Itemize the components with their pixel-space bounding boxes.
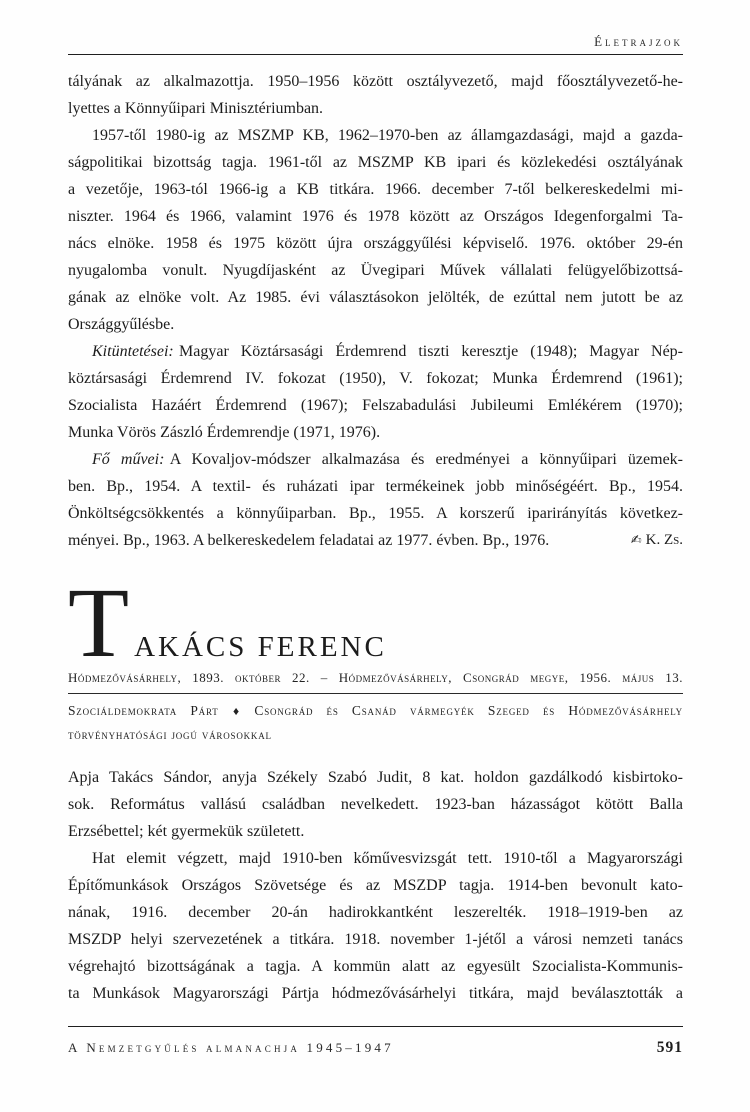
text-line: Apja Takács Sándor, anyja Székely Szabó Judit, 8 kat. holdon gazdálkodó kisbirtoko-: [68, 769, 683, 786]
text-line: Erzsébettel; két gyermekük született.: [68, 823, 305, 840]
affiliation-block: [68, 699, 683, 747]
text-line: nács elnöke. 1958 és 1975 között újra országgyűlési képviselő. 1976. október 29-én: [68, 235, 683, 252]
drop-cap-initial: T: [68, 567, 130, 678]
text-line: végrehajtó bizottságának a tagja. A kommün alatt az egyesült Szocialista-Kommunis-: [68, 958, 683, 975]
affiliation-line: törvényhatósági jogú városokkal: [68, 727, 272, 742]
diamond-separator-icon: ♦: [223, 704, 249, 718]
text-line: lyettes a Könnyűipari Minisztériumban.: [68, 100, 324, 117]
text-line: sok. Református vallású családban nevelkedett. 1923-ban házasságot kötött Balla: [68, 796, 683, 813]
text-line: gának az elnöke volt. Az 1985. évi választásokon jelölték, de ezúttal nem jutott be az: [68, 289, 683, 306]
text-line: 1957-től 1980-ig az MSZMP KB, 1962–1970-ben az államgazdasági, majd a gazda-: [92, 127, 683, 144]
constituency: Csongrád és Csanád vármegyék Szeged és Hódmezővásárhely: [254, 703, 683, 718]
text-line: [68, 338, 683, 365]
awards-label: Kitüntetései:: [92, 343, 174, 360]
text-line: MSZDP helyi szervezetének a titkára. 1918. november 1-jétől a városi nemzeti tanács: [68, 931, 683, 948]
entry-body: [68, 764, 683, 1007]
entry-name-rest: AKÁCS FERENC: [134, 631, 387, 663]
paragraph: [68, 764, 683, 845]
text-line: tályának az alkalmazottja. 1950–1956 között osztályvezető, majd főosztályvezető-he-: [68, 73, 683, 90]
footer-rule: [68, 1026, 683, 1027]
writing-hand-icon: ✍: [630, 533, 642, 548]
text-line: [68, 527, 683, 554]
text-line: [68, 446, 683, 473]
page-content: [68, 0, 683, 1007]
paragraph: [68, 68, 683, 122]
book-title: A Nemzetgyűlés almanachja 1945–1947: [68, 1040, 394, 1055]
party-name: Szociáldemokrata Párt: [68, 703, 219, 718]
paragraph-awards: [68, 338, 683, 446]
text-run: A Kovaljov-módszer alkalmazása és eredményei a könnyűipari üzemek-: [169, 451, 683, 468]
text-run: ményei. Bp., 1963. A belkereskedelem feladatai az 1977. évben. Bp., 1976.: [68, 532, 550, 549]
text-line: ben. Bp., 1954. A textil- és ruházati ipar termékeinek jobb minőségéért. Bp., 1954.: [68, 478, 683, 495]
life-dates-line: Hódmezővásárhely, 1893. október 22. – Hódmezővásárhely, Csongrád megye, 1956. május 13.: [68, 670, 683, 685]
text-line: Országgyűlésbe.: [68, 316, 175, 333]
text-line: ságpolitikai bizottság tagja. 1961-től az MSZMP KB ipari és közlekedési osztályának: [68, 154, 683, 171]
biography-entry: [68, 567, 683, 1007]
affiliation-line: [68, 699, 683, 723]
entry-rule: [68, 693, 683, 694]
text-line: Önköltségcsökkentés a könnyűiparban. Bp., 1955. A korszerű iparirányítás következ-: [68, 505, 683, 522]
running-title: Életrajzok: [594, 34, 683, 49]
footer-row: [68, 1039, 683, 1057]
text-line: Hat elemit végzett, majd 1910-ben kőművesvizsgát tett. 1910-től a Magyarországi: [92, 850, 683, 867]
signature-initials: K. Zs.: [645, 532, 683, 548]
text-line: a vezetője, 1963-tól 1966-ig a KB titkára. 1966. december 7-től belkereskedelmi mi-: [68, 181, 683, 198]
text-run: Magyar Köztársasági Érdemrend tiszti keresztje (1948); Magyar Nép-: [179, 343, 683, 360]
paragraph: [68, 122, 683, 338]
text-line: ta Munkások Magyarországi Pártja hódmezővásárhelyi titkára, majd beválasztották a: [68, 985, 683, 1002]
page-number: 591: [656, 1039, 683, 1056]
text-line: niszter. 1964 és 1966, valamint 1976 és 1978 között az Országos Idegenforgalmi Ta-: [68, 208, 683, 225]
text-line: nának, 1916. december 20-án hadirokkantként leszerelték. 1918–1919-ben az: [68, 904, 683, 921]
text-line: köztársasági Érdemrend IV. fokozat (1950), V. fokozat; Munka Érdemrend (1961);: [68, 370, 683, 387]
paragraph-works: [68, 446, 683, 554]
header-rule: [68, 54, 683, 55]
text-line: Építőmunkások Országos Szövetsége és az MSZDP tagja. 1914-ben bevonult kato-: [68, 877, 683, 894]
text-line: Munka Vörös Zászló Érdemrendje (1971, 1976).: [68, 424, 381, 441]
previous-entry-continuation: [68, 68, 683, 554]
author-signature: [631, 527, 683, 554]
text-line: Szocialista Hazáért Érdemrend (1967); Felszabadulási Jubileumi Emlékérem (1970);: [68, 397, 683, 414]
works-label: Fő művei:: [92, 451, 165, 468]
running-header: [68, 0, 683, 50]
paragraph: [68, 845, 683, 1007]
text-line: nyugalomba vonult. Nyugdíjasként az Üvegipari Művek vállalati felügyelőbizottsá-: [68, 262, 683, 279]
page-footer: [68, 1026, 683, 1057]
